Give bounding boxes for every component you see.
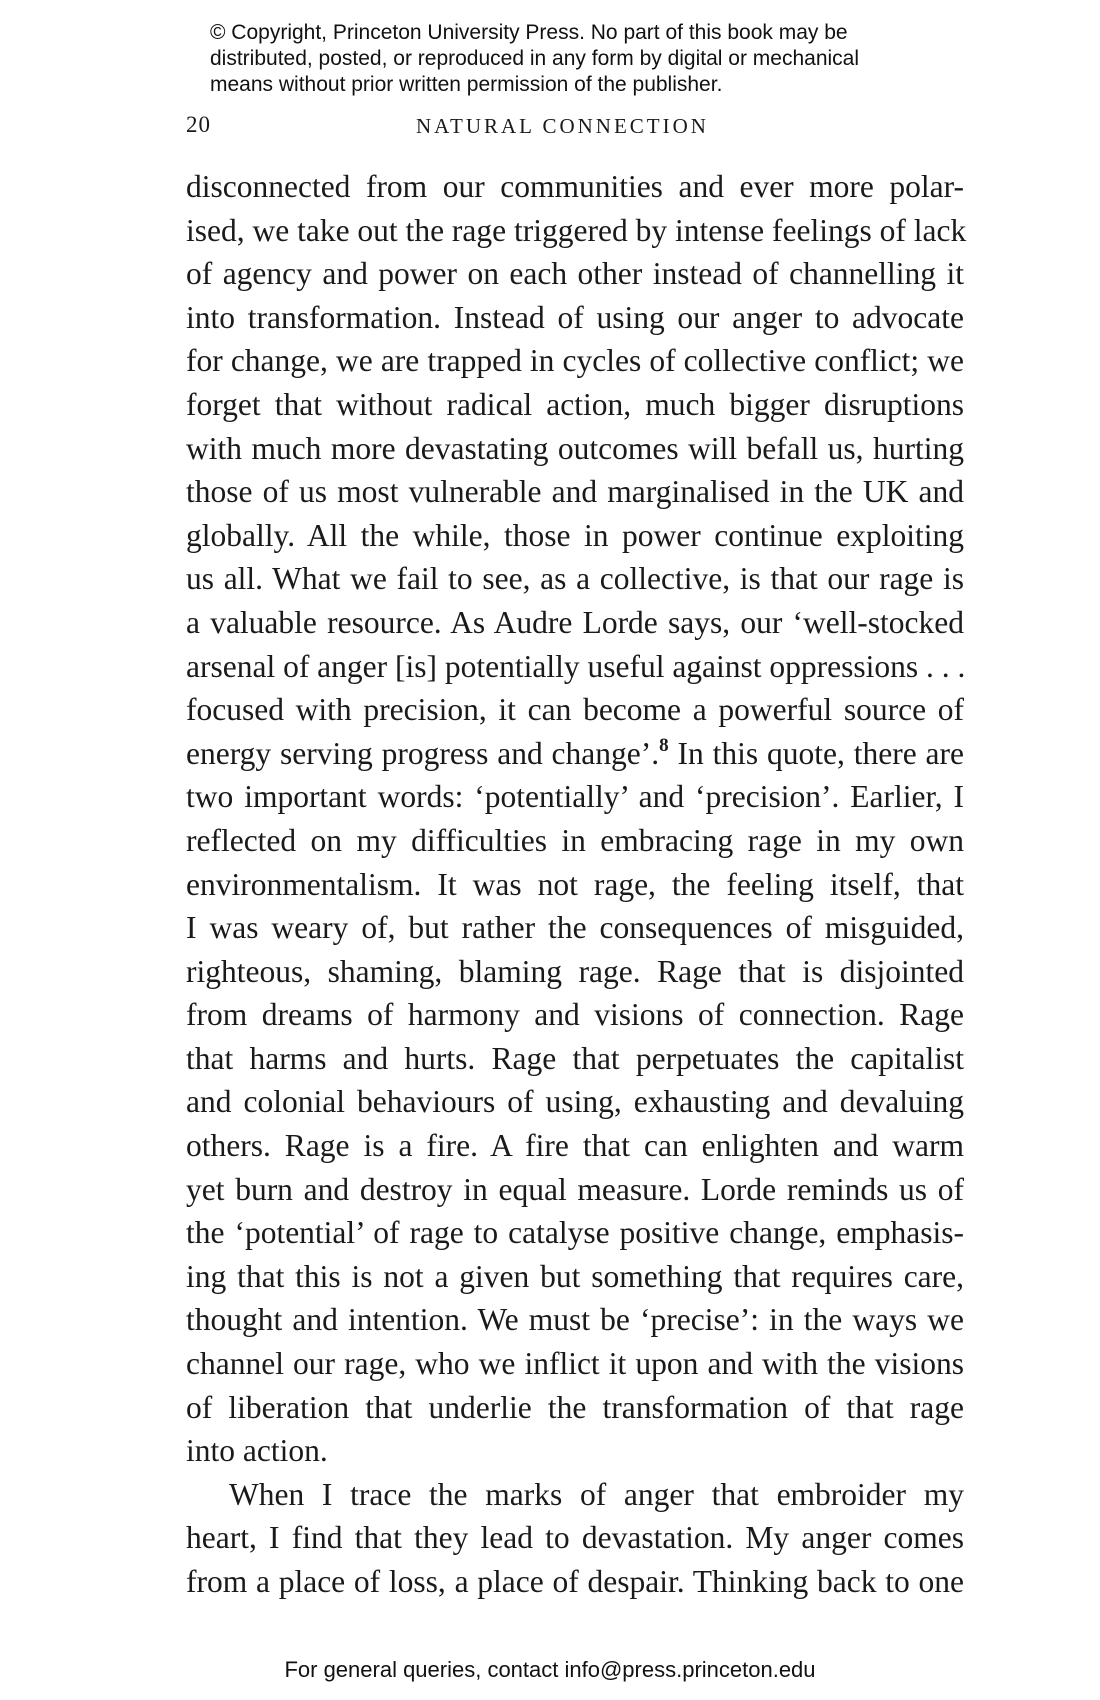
- text-line: I was weary of, but rather the consequences of misguided,: [186, 910, 964, 946]
- text-segment: In this quote, there are: [668, 735, 964, 771]
- text-line: focused with precision, it can become a powerful source of: [186, 692, 964, 728]
- text-line: heart, I find that they lead to devastation. My anger comes: [186, 1520, 964, 1556]
- text-line: from dreams of harmony and visions of connection. Rage: [186, 997, 964, 1033]
- copyright-line: means without prior written permission of the publisher.: [210, 73, 723, 96]
- text-line: disconnected from our communities and ever more polar-: [186, 169, 964, 204]
- text-line: righteous, shaming, blaming rage. Rage that is disjointed: [186, 953, 964, 989]
- paragraph-1: [186, 165, 967, 1473]
- text-line: into action.: [186, 1433, 328, 1469]
- text-line: from a place of loss, a place of despair. Thinking back to one: [186, 1564, 964, 1599]
- text-line: yet burn and destroy in equal measure. Lorde reminds us of: [186, 1171, 964, 1207]
- text-line: ing that this is not a given but something that requires care,: [186, 1258, 964, 1294]
- text-line: that harms and hurts. Rage that perpetuates the capitalist: [186, 1040, 964, 1076]
- text-line: [186, 732, 964, 776]
- body-text: [186, 165, 967, 1604]
- chapter-title: NATURAL CONNECTION: [416, 114, 709, 138]
- text-line: thought and intention. We must be ‘precise’: in the ways we: [186, 1302, 964, 1338]
- text-line: into transformation. Instead of using our anger to advocate: [186, 299, 964, 335]
- running-head: [186, 112, 956, 142]
- text-segment: energy serving progress and change’.: [186, 735, 660, 771]
- text-line: reflected on my difficulties in embracing rage in my own: [186, 822, 964, 858]
- text-line: environmentalism. It was not rage, the feeling itself, that: [186, 866, 964, 902]
- text-line: When I trace the marks of anger that embroider my: [229, 1476, 964, 1512]
- copyright-line: distributed, posted, or reproduced in any form by digital or mechanical: [210, 47, 860, 70]
- text-line: and colonial behaviours of using, exhausting and devaluing: [186, 1084, 964, 1120]
- text-line: others. Rage is a fire. A fire that can enlighten and warm: [186, 1128, 964, 1164]
- text-line: with much more devastating outcomes will befall us, hurting: [186, 430, 964, 466]
- text-line: ised, we take out the rage triggered by intense feelings of lack: [186, 212, 967, 248]
- text-line: those of us most vulnerable and marginalised in the UK and: [186, 474, 964, 510]
- copyright-line: © Copyright, Princeton University Press. No part of this book may be: [210, 21, 848, 44]
- text-line: forget that without radical action, much bigger disruptions: [186, 386, 964, 422]
- text-line: globally. All the while, those in power continue exploiting: [186, 517, 964, 553]
- page-number: 20: [186, 112, 211, 137]
- text-line: arsenal of anger [is] potentially useful against oppressions . . .: [186, 648, 966, 684]
- text-line: the ‘potential’ of rage to catalyse positive change, emphasis-: [186, 1215, 964, 1251]
- footnote-reference[interactable]: 8: [659, 734, 669, 756]
- text-line: a valuable resource. As Audre Lorde says, our ‘well-stocked: [186, 604, 964, 640]
- paragraph-2: [186, 1473, 964, 1604]
- text-line: for change, we are trapped in cycles of collective conflict; we: [186, 343, 964, 379]
- text-line: two important words: ‘potentially’ and ‘precision’. Earlier, I: [186, 779, 964, 815]
- copyright-notice: [210, 20, 910, 98]
- text-line: us all. What we fail to see, as a collective, is that our rage is: [186, 561, 964, 597]
- footer-contact: For general queries, contact info@press.princeton.edu: [284, 1657, 816, 1682]
- text-line: of agency and power on each other instead of channelling it: [186, 256, 964, 292]
- text-line: of liberation that underlie the transformation of that rage: [186, 1389, 964, 1425]
- text-line: channel our rage, who we inflict it upon and with the visions: [186, 1346, 964, 1382]
